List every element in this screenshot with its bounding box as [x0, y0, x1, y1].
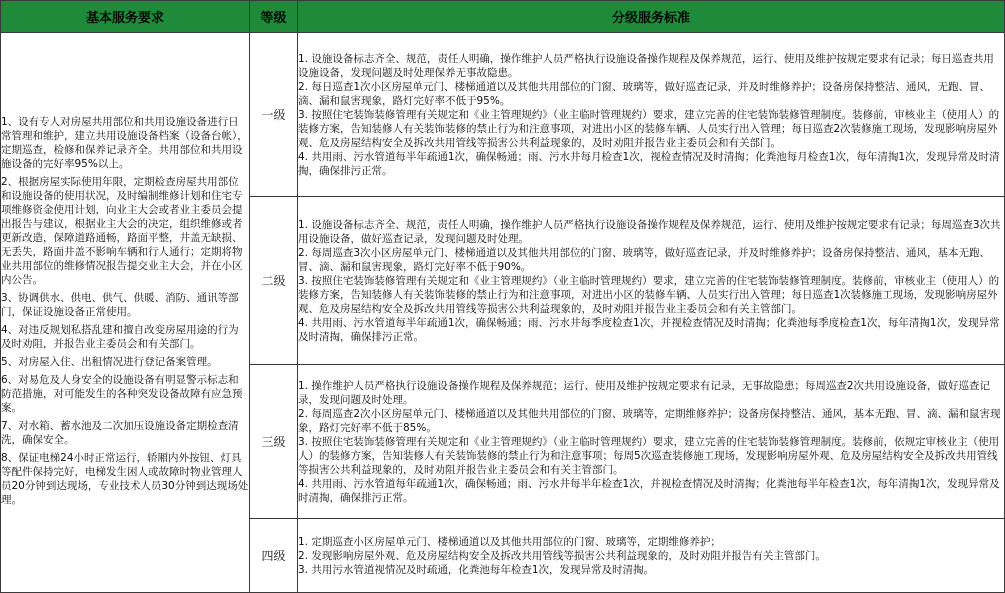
basic-item: 2、根据房屋实际使用年限，定期检查房屋共用部位和设施设备的使用状况，及时编制维修计划和住宅专项维修资金使用计划，向业主大会或者业主委员会提出报告与建议，根据业主大会的决定，组织维修或者更新改造，保障道路通畅，路面平整，井盖无缺损、无丢失，路面井盖不影响车辆和行人通行；定期将物业共用部位的维修情况报告提交业主大会，并在小区内公告。 [1, 175, 243, 286]
level-row-1 [1, 33, 1005, 197]
header-row [1, 1, 1005, 33]
standard-cell [298, 365, 1005, 519]
grade-label: 一级 [250, 33, 298, 197]
standard-item: 4. 共用雨、污水管道每半年疏通1次，确保畅通；雨、污水井每季度检查1次，并视检查情况及时清掏；化粪池每季度检查1次，每年清掏1次，发现异常及时清掏，确保排污正常。 [298, 316, 1000, 343]
standard-cell [298, 197, 1005, 365]
basic-item: 4、对违反规划私搭乱建和擅自改变房屋用途的行为及时劝阻，并报告业主委员会和有关部门。 [1, 323, 239, 350]
header-standard: 分级服务标准 [298, 1, 1005, 33]
standard-item: 3. 共用污水管道视情况及时疏通，化粪池每年检查1次，发现异常及时清掏。 [298, 563, 655, 576]
basic-item: 3、协调供水、供电、供气、供暖、消防、通讯等部门，保证设施设备正常使用。 [1, 291, 239, 318]
standard-item: 2. 每周巡查2次小区房屋单元门、楼梯通道以及其他共用部位的门窗、玻璃等，定期维修养护；设备房保持整洁、通风，基本无跑、冒、滴、漏和鼠害现象，路灯完好率不低于85%。 [298, 407, 1001, 434]
standard-item: 2. 每日巡查1次小区房屋单元门、楼梯通道以及其他共用部位的门窗、玻璃等，做好巡查记录，并及时维修养护；设备房保持整洁、通风，无跑、冒、滴、漏和鼠害现象，路灯完好率不低于95%。 [298, 80, 991, 107]
standard-item: 1. 操作维护人员严格执行设施设备操作规程及保养规范；运行、使用及维护按规定要求有记录，无事故隐患；每周巡查2次共用设施设备，做好巡查记录，发现问题及时处理。 [298, 379, 991, 406]
header-basic: 基本服务要求 [1, 1, 250, 33]
standard-item: 4. 共用雨、污水管道每半年疏通1次，确保畅通；雨、污水井每月检查1次，视检查情况及时清掏；化粪池每月检查1次，每年清掏1次，发现异常及时清掏，确保排污正常。 [298, 150, 1000, 177]
standard-cell [298, 33, 1005, 197]
standard-item: 3. 按照住宅装饰装修管理有关规定和《业主管理规约》（业主临时管理规约）要求，建立完善的住宅装饰装修管理制度。装修前，审核业主（使用人）的装修方案，告知装修人有关装饰装修的禁止行为和注意事项，对进出小区的装修车辆、人员实行出入管理；每日巡查2次装修施工现场，发现影响房屋外观、危及房屋结构安全及拆改共用管线等损害公共利益现象的，及时劝阻并报告业主委员会和有关部门。 [298, 108, 1000, 149]
grade-label: 二级 [250, 197, 298, 365]
basic-item: 8、保证电梯24小时正常运行，轿厢内外按钮、灯具等配件保持完好，电梯发生困人或故障时物业管理人员20分钟到达现场，专业技术人员30分钟到达现场处理。 [1, 451, 249, 506]
grade-label: 三级 [250, 365, 298, 519]
basic-item: 6、对易危及人身安全的设施设备有明显警示标志和防范措施，对可能发生的各种突发设备故障有应急预案。 [1, 373, 243, 414]
standard-item: 2. 每周巡查3次小区房屋单元门、楼梯通道以及其他共用部位的门窗、玻璃等，做好巡查记录，并及时维修养护；设备房保持整洁、通风，基本无跑、冒、滴、漏和鼠害现象，路灯完好率不低于90%。 [298, 246, 991, 273]
header-grade: 等级 [250, 1, 298, 33]
standard-cell [298, 519, 1005, 593]
standard-item: 4. 共用雨、污水管道每年疏通1次，确保畅通；雨、污水井每半年检查1次，并视检查情况及时清掏；化粪池每半年检查1次，每年清掏1次，发现异常及时清掏，确保排污正常。 [298, 477, 1000, 504]
standard-item: 3. 按照住宅装饰装修管理有关规定和《业主管理规约》（业主临时管理规约）要求，建立完善的住宅装饰装修管理制度。装修前，审核业主（使用人）的装修方案，告知装修人有关装饰装修的禁止行为和注意事项，对进出小区的装修车辆、人员实行出入管理；每日巡查1次装修施工现场，发现影响房屋外观、危及房屋结构安全及拆改共用管线等损害公共利益现象的，及时劝阻并报告业主委员会和有关主管部门。 [298, 274, 1000, 315]
standard-item: 1. 定期巡查小区房屋单元门、楼梯通道以及其他共用部位的门窗、玻璃等，定期维修养护； [298, 535, 721, 548]
standard-item: 1. 设施设备标志齐全、规范，责任人明确，操作维护人员严格执行设施设备操作规程及保养规范，运行、使用及维护按规定要求有记录；每日巡查共用设施设备，发现问题及时处理保养无事故隐患。 [298, 52, 994, 79]
basic-item: 5、对房屋入住、出租情况进行登记备案管理。 [1, 355, 218, 368]
basic-requirements-cell [1, 33, 250, 593]
basic-item: 7、对水箱、蓄水池及二次加压设施设备定期检查清洗，确保安全。 [1, 419, 239, 446]
grade-label: 四级 [250, 519, 298, 593]
standard-item: 1. 设施设备标志齐全、规范，责任人明确，操作维护人员严格执行设施设备操作规程及保养规范，运行、使用及维护按规定要求有记录；每周巡查3次共用设施设备，做好巡查记录，发现问题及时处理。 [298, 218, 1001, 245]
basic-item: 1、设有专人对房屋共用部位和共用设施设备进行日常管理和维护，建立共用设施设备档案（设备台帐），定期巡查，检修和保养记录齐全。共用部位和共用设施设备的完好率95%以上。 [1, 115, 248, 170]
standard-item: 2. 发现影响房屋外观、危及房屋结构安全及拆改共用管线等损害公共利益现象的，及时劝阻并报告有关主管部门。 [298, 549, 826, 562]
standard-item: 3. 按照住宅装饰装修管理有关规定和《业主管理规约》（业主临时管理规约）要求，建立完善的住宅装饰装修管理制度。装修前，依规定审核业主（使用人）的装修方案，告知装修人有关装饰装修的禁止行为和注意事项；每周5次巡查装修施工现场，发现影响房屋外观、危及房屋结构安全及拆改共用管线等损害公共利益现象的，及时劝阻并报告业主委员会和有关主管部门。 [298, 435, 1000, 476]
